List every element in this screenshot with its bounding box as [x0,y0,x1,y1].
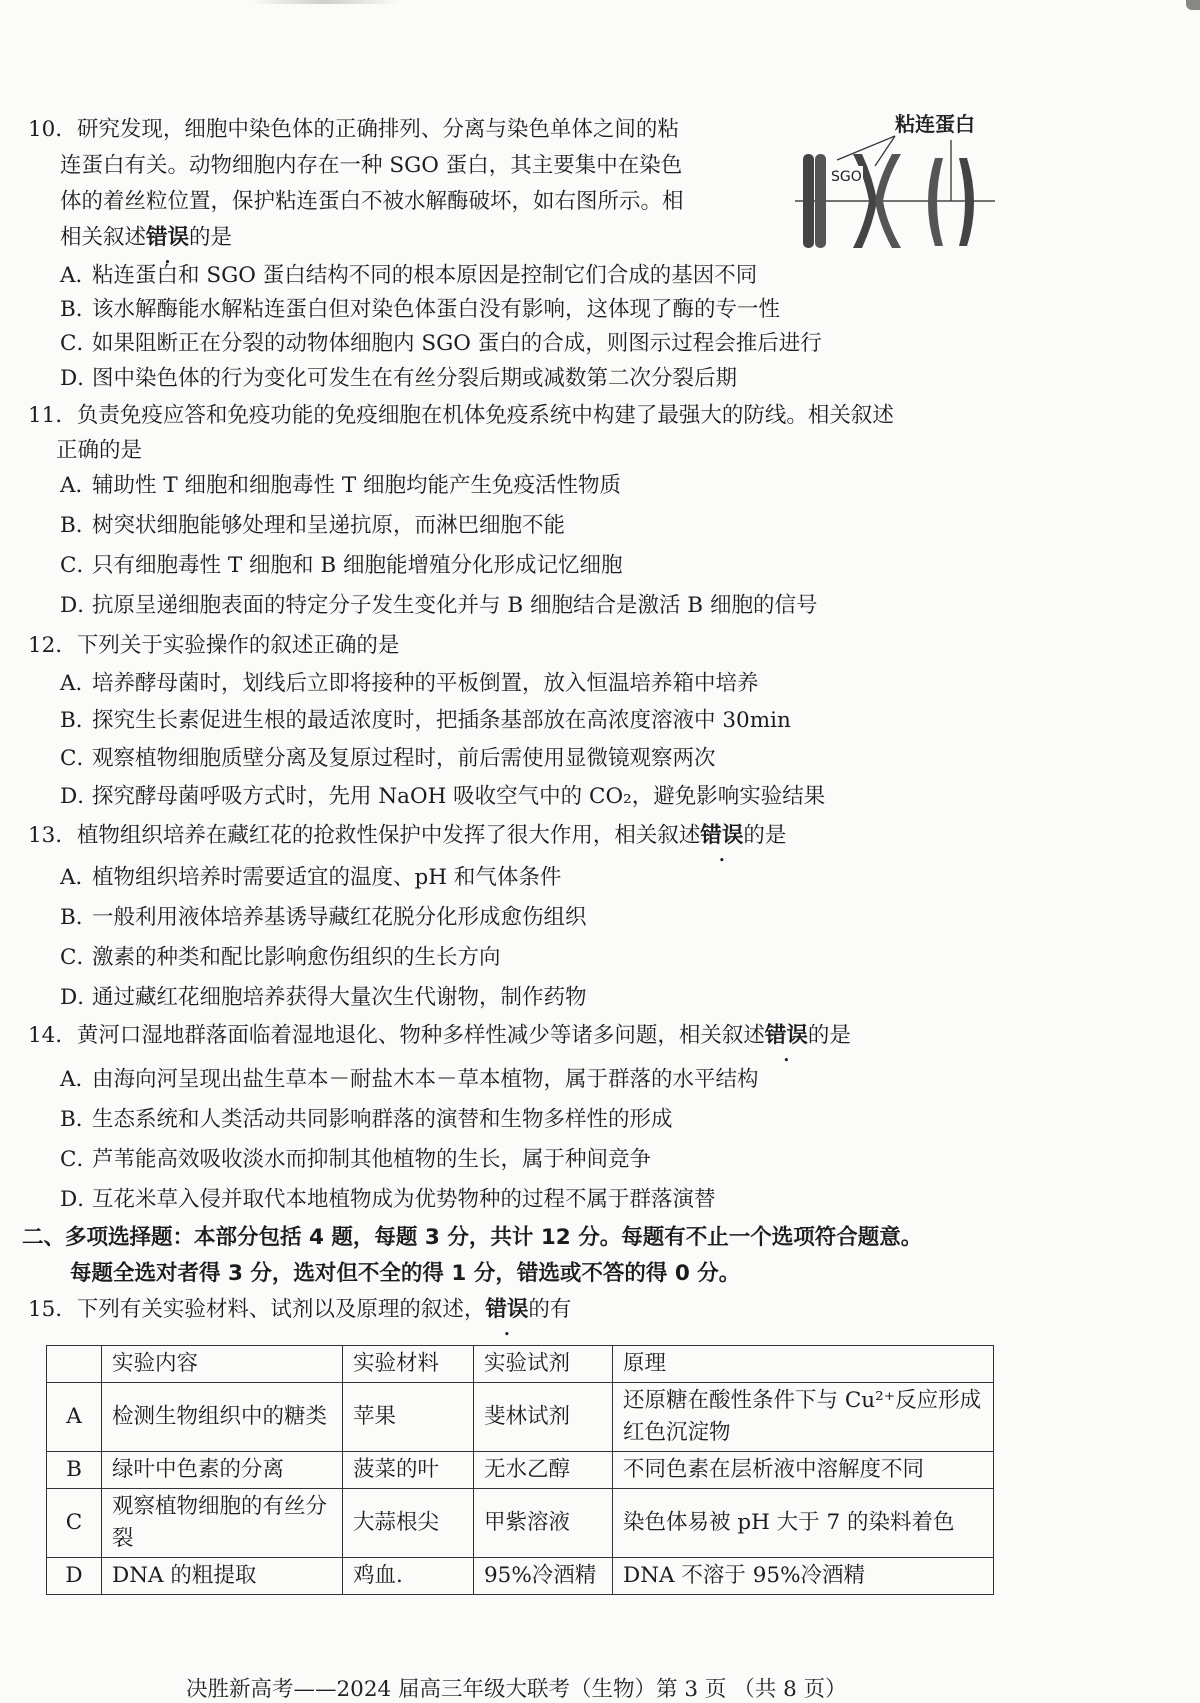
question-12-option-b [60,703,791,739]
table-cell-reagent: 甲紫溶液 [474,1489,613,1558]
table-cell-reagent: 95%冷酒精 [474,1558,613,1595]
question-14-option-a [60,1062,759,1098]
question-13-option-c [60,940,501,976]
option-text: 互花米草入侵并取代本地植物成为优势物种的过程不属于群落演替 [92,1187,716,1212]
option-text: 树突状细胞能够处理和呈递抗原，而淋巴细胞不能 [92,513,566,538]
question-14-option-c [60,1142,651,1178]
chromatid-left-b [815,154,826,248]
table-header-cell: 实验内容 [102,1346,343,1383]
option-text: 植物组织培养时需要适宜的温度、pH 和气体条件 [92,865,562,890]
question-text: 的是 [743,823,787,848]
question-text: 正确的是 [56,438,143,463]
question-text: 下列有关实验材料、试剂以及原理的叙述， [76,1297,486,1322]
table-cell-label: B [47,1452,102,1489]
table-cell-principle: DNA 不溶于 95%冷酒精 [613,1558,994,1595]
question-13-option-a [60,860,561,896]
chromatid-left-a [803,154,814,248]
table-header-row [47,1346,994,1383]
emphasis-error: 错误 [146,225,190,250]
figure-label-cohesin: 粘连蛋白 [895,112,975,136]
question-number: 13． [28,823,77,848]
question-number: 15． [28,1297,77,1322]
question-14-option-d [60,1182,716,1218]
option-letter: D． [60,784,99,809]
option-text: 探究生长素促进生根的最适浓度时，把插条基部放在高浓度溶液中 30min [92,708,791,733]
option-letter: C． [60,553,98,578]
question-10-line-2 [60,148,682,184]
scan-smudge [250,0,400,4]
question-12-option-c [60,741,716,777]
question-text: 体的着丝粒位置，保护粘连蛋白不被水解酶破坏，如右图所示。相 [60,189,684,214]
table-cell-principle: 还原糖在酸性条件下与 Cu²⁺反应形成红色沉淀物 [613,1383,994,1452]
table-cell-material: 菠菜的叶 [343,1452,474,1489]
option-letter: A． [60,865,98,890]
question-15 [28,1292,571,1328]
table-cell-principle: 染色体易被 pH 大于 7 的染料着色 [613,1489,994,1558]
option-letter: D． [60,985,99,1010]
question-13-option-b [60,900,587,936]
table-header-cell [47,1346,102,1383]
table-cell-content: 检测生物组织中的糖类 [102,1383,343,1452]
option-letter: C． [60,945,98,970]
table-cell-reagent: 斐林试剂 [474,1383,613,1452]
question-text: 的有 [528,1297,572,1322]
question-11-option-b [60,508,565,544]
question-11-option-a [60,468,621,504]
question-11-line-2 [56,433,142,469]
chromosome-diagram [795,108,995,248]
question-10-line-1 [28,112,679,148]
option-letter: D． [60,593,99,618]
option-text: 培养酵母菌时，划线后立即将接种的平板倒置，放入恒温培养箱中培养 [92,671,759,696]
experiment-table [46,1345,994,1595]
table-cell-content: 绿叶中色素的分离 [102,1452,343,1489]
question-text: 的是 [807,1023,851,1048]
question-13-option-d [60,980,587,1016]
option-text: 辅助性 T 细胞和细胞毒性 T 细胞均能产生免疫活性物质 [92,473,622,498]
table-row [47,1558,994,1595]
option-text: 激素的种类和配比影响愈伤组织的生长方向 [92,945,501,970]
option-text: 由海向河呈现出盐生草本－耐盐木本－草本植物，属于群落的水平结构 [92,1067,759,1092]
table-cell-content: 观察植物细胞的有丝分裂 [102,1489,343,1558]
section-2-scoring: 每题全选对者得 3 分，选对但不全的得 1 分，错选或不答的得 0 分。 [70,1261,741,1286]
chromosome-figure [795,108,995,248]
option-letter: A． [60,473,98,498]
question-text: 相关叙述 [60,225,147,250]
question-text: 的是 [189,225,233,250]
option-text: 芦苇能高效吸收淡水而抑制其他植物的生长，属于种间竞争 [92,1147,652,1172]
question-text: 下列关于实验操作的叙述正确的是 [76,633,400,658]
question-10-option-a [60,258,757,294]
separated-chromatid-right [959,158,974,246]
question-11-line-1 [28,398,894,434]
question-10-line-4 [60,220,232,256]
option-text: 该水解酶能水解粘连蛋白但对染色体蛋白没有影响，这体现了酶的专一性 [92,297,781,322]
question-10-line-3 [60,184,684,220]
question-12-option-a [60,666,759,702]
option-text: 如果阻断正在分裂的动物体细胞内 SGO 蛋白的合成，则图示过程会推后进行 [92,331,822,356]
question-14-option-b [60,1102,673,1138]
page-footer: 决胜新高考——2024 届高三年级大联考（生物）第 3 页 （共 8 页） [186,1677,847,1702]
option-text: 图中染色体的行为变化可发生在有丝分裂后期或减数第二次分裂后期 [92,366,738,391]
question-11-option-d [60,588,817,624]
option-letter: C． [60,746,98,771]
option-text: 抗原呈递细胞表面的特定分子发生变化并与 B 细胞结合是激活 B 细胞的信号 [92,593,818,618]
question-13 [28,818,786,854]
question-14 [28,1018,851,1054]
table-cell-label: D [47,1558,102,1595]
question-text: 研究发现，细胞中染色体的正确排列、分离与染色单体之间的粘 [76,117,679,142]
question-number: 11． [28,403,77,428]
table-cell-principle: 不同色素在层析液中溶解度不同 [613,1452,994,1489]
scan-corner-mark [1186,0,1200,10]
question-number: 10． [28,117,77,142]
question-10-option-c [60,326,822,362]
option-letter: B． [60,297,98,322]
question-text: 植物组织培养在藏红花的抢救性保护中发挥了很大作用，相关叙述 [76,823,701,848]
table-row [47,1383,994,1452]
table-cell-label: A [47,1383,102,1452]
option-letter: A． [60,671,98,696]
emphasis-error: 错误 [485,1297,529,1322]
option-text: 生态系统和人类活动共同影响群落的演替和生物多样性的形成 [92,1107,673,1132]
option-text: 观察植物细胞质壁分离及复原过程时，前后需使用显微镜观察两次 [92,746,716,771]
question-10-option-b [60,292,780,328]
table-cell-material: 苹果 [343,1383,474,1452]
option-letter: C． [60,1147,98,1172]
option-text: 一般利用液体培养基诱导藏红花脱分化形成愈伤组织 [92,905,587,930]
option-letter: A． [60,263,98,288]
question-12 [28,628,399,664]
table-cell-material: 鸡血. [343,1558,474,1595]
option-letter: A． [60,1067,98,1092]
option-letter: C． [60,331,98,356]
question-10-option-d [60,361,737,397]
table-header-cell: 实验材料 [343,1346,474,1383]
table-cell-content: DNA 的粗提取 [102,1558,343,1595]
question-text: 黄河口湿地群落面临着湿地退化、物种多样性减少等诸多问题，相关叙述 [76,1023,765,1048]
figure-label-sgo: SGO [831,169,862,185]
option-text: 通过藏红花细胞培养获得大量次生代谢物，制作药物 [92,985,587,1010]
table-cell-material: 大蒜根尖 [343,1489,474,1558]
option-text: 粘连蛋白和 SGO 蛋白结构不同的根本原因是控制它们合成的基因不同 [92,263,758,288]
option-letter: B． [60,1107,98,1132]
option-letter: B． [60,905,98,930]
option-letter: D． [60,1187,99,1212]
table-row [47,1489,994,1558]
question-number: 14． [28,1023,77,1048]
table-header-cell: 原理 [613,1346,994,1383]
question-text: 负责免疫应答和免疫功能的免疫细胞在机体免疫系统中构建了最强大的防线。相关叙述 [76,403,894,428]
section-2-heading: 二、多项选择题：本部分包括 4 题，每题 3 分，共计 12 分。每题有不止一个选项符合题意。 [22,1225,923,1250]
option-letter: D． [60,366,99,391]
table-cell-reagent: 无水乙醇 [474,1452,613,1489]
option-text: 探究酵母菌呼吸方式时，先用 NaOH 吸收空气中的 CO₂，避免影响实验结果 [92,784,826,809]
question-12-option-d [60,779,825,815]
option-letter: B． [60,513,98,538]
emphasis-error: 错误 [700,823,744,848]
table-header-cell: 实验试剂 [474,1346,613,1383]
question-number: 12． [28,633,77,658]
option-letter: B． [60,708,98,733]
table-row [47,1452,994,1489]
question-11-option-c [60,548,622,584]
option-text: 只有细胞毒性 T 细胞和 B 细胞能增殖分化形成记忆细胞 [92,553,623,578]
table-cell-label: C [47,1489,102,1558]
emphasis-error: 错误 [764,1023,808,1048]
question-text: 连蛋白有关。动物细胞内存在一种 SGO 蛋白，其主要集中在染色 [60,153,683,178]
separated-chromatid-left [928,158,943,246]
